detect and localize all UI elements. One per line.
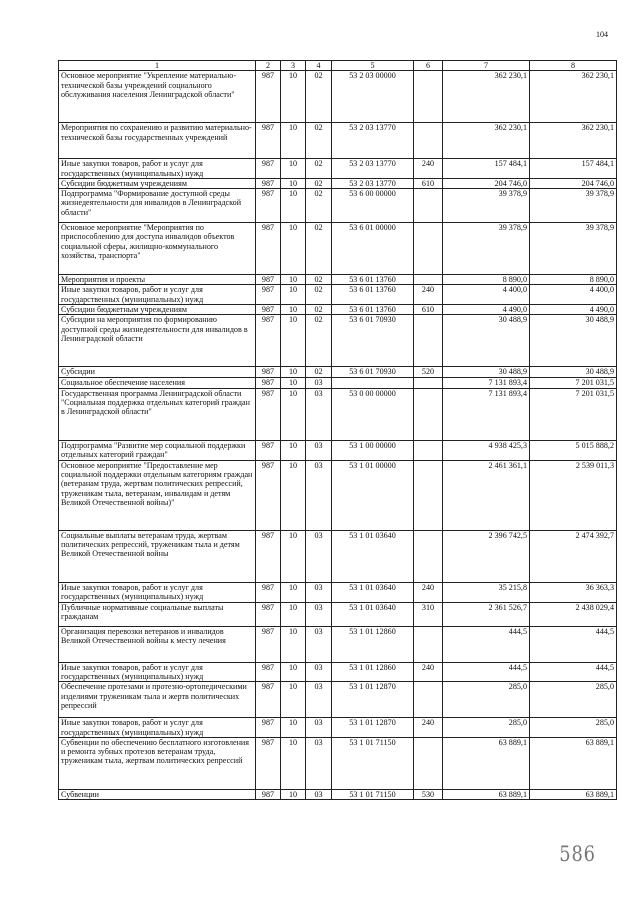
cell-rz: 10 — [281, 275, 306, 285]
cell-vr — [414, 388, 443, 440]
cell-rz: 10 — [281, 682, 306, 718]
cell-sum1: 39 378,9 — [443, 189, 530, 223]
cell-vr — [414, 626, 443, 662]
cell-sum1: 444,5 — [443, 662, 530, 682]
column-header-8: 8 — [530, 61, 617, 71]
cell-sum2: 4 400,0 — [530, 285, 617, 305]
cell-vr: 240 — [414, 718, 443, 738]
cell-pr: 02 — [306, 315, 332, 367]
table-row — [59, 388, 617, 440]
cell-sum2: 5 015 888,2 — [530, 440, 617, 460]
table-row — [59, 737, 617, 789]
cell-vr — [414, 315, 443, 367]
cell-sum1: 285,0 — [443, 718, 530, 738]
header-row — [59, 61, 617, 71]
cell-pr: 03 — [306, 460, 332, 530]
cell-csr: 53 1 01 12870 — [332, 682, 414, 718]
cell-pr: 03 — [306, 388, 332, 440]
table-row — [59, 305, 617, 315]
page-stamp: 586 — [559, 842, 596, 866]
cell-sum2: 285,0 — [530, 682, 617, 718]
cell-sum1: 30 488,9 — [443, 315, 530, 367]
cell-rz: 10 — [281, 460, 306, 530]
cell-sum2: 8 890,0 — [530, 275, 617, 285]
cell-vr — [414, 460, 443, 530]
cell-ved: 987 — [256, 178, 281, 188]
cell-sum2: 39 378,9 — [530, 189, 617, 223]
cell-pr: 02 — [306, 159, 332, 179]
cell-vr: 610 — [414, 305, 443, 315]
cell-rz: 10 — [281, 388, 306, 440]
cell-pr: 02 — [306, 189, 332, 223]
cell-csr: 53 0 00 00000 — [332, 388, 414, 440]
cell-rz: 10 — [281, 285, 306, 305]
cell-ved: 987 — [256, 602, 281, 626]
cell-pr: 03 — [306, 662, 332, 682]
table-row — [59, 662, 617, 682]
cell-csr: 53 6 01 00000 — [332, 223, 414, 275]
cell-name: Государственная программа Ленинградской области "Социальная поддержка отдельных категорий граждан в Ленинградской области" — [59, 388, 256, 440]
budget-table — [58, 60, 617, 800]
cell-pr: 03 — [306, 530, 332, 582]
cell-ved: 987 — [256, 305, 281, 315]
cell-ved: 987 — [256, 460, 281, 530]
cell-ved: 987 — [256, 388, 281, 440]
cell-sum2: 362 230,1 — [530, 123, 617, 159]
table-row — [59, 189, 617, 223]
cell-name: Иные закупки товаров, работ и услуг для государственных (муниципальных) нужд — [59, 285, 256, 305]
cell-vr: 310 — [414, 602, 443, 626]
table-row — [59, 582, 617, 602]
cell-csr: 53 1 01 00000 — [332, 460, 414, 530]
cell-rz: 10 — [281, 159, 306, 179]
cell-name: Субсидии на мероприятия по формированию доступной среды жизнедеятельности для инвалидов в Ленинградской области — [59, 315, 256, 367]
cell-pr: 02 — [306, 223, 332, 275]
cell-sum1: 63 889,1 — [443, 789, 530, 799]
cell-sum2: 7 201 031,5 — [530, 378, 617, 388]
table-row — [59, 285, 617, 305]
cell-sum2: 285,0 — [530, 718, 617, 738]
table-body — [59, 71, 617, 800]
cell-ved: 987 — [256, 378, 281, 388]
cell-vr: 240 — [414, 662, 443, 682]
cell-ved: 987 — [256, 662, 281, 682]
table-row — [59, 530, 617, 582]
cell-vr — [414, 189, 443, 223]
table-row — [59, 223, 617, 275]
cell-name: Основное мероприятие "Укрепление материально- технической базы учреждений социального обслуживания населения Ленинградской области" — [59, 71, 256, 123]
cell-sum2: 7 201 031,5 — [530, 388, 617, 440]
cell-vr — [414, 223, 443, 275]
table-row — [59, 626, 617, 662]
cell-sum2: 444,5 — [530, 626, 617, 662]
cell-csr — [332, 378, 414, 388]
cell-name: Иные закупки товаров, работ и услуг для государственных (муниципальных) нужд — [59, 662, 256, 682]
cell-vr — [414, 682, 443, 718]
cell-sum1: 362 230,1 — [443, 71, 530, 123]
cell-rz: 10 — [281, 602, 306, 626]
cell-csr: 53 6 01 70930 — [332, 315, 414, 367]
table-row — [59, 367, 617, 378]
cell-name: Публичные нормативные социальные выплаты гражданам — [59, 602, 256, 626]
cell-ved: 987 — [256, 223, 281, 275]
cell-pr: 02 — [306, 305, 332, 315]
column-header-1: 1 — [59, 61, 256, 71]
cell-sum2: 2 539 011,3 — [530, 460, 617, 530]
cell-name: Мероприятия и проекты — [59, 275, 256, 285]
cell-name: Организация перевозки ветеранов и инвалидов Великой Отечественной войны к месту лечения — [59, 626, 256, 662]
cell-ved: 987 — [256, 530, 281, 582]
cell-sum1: 444,5 — [443, 626, 530, 662]
cell-name: Субсидии — [59, 367, 256, 378]
cell-sum1: 2 461 361,1 — [443, 460, 530, 530]
cell-csr: 53 1 01 03640 — [332, 530, 414, 582]
cell-csr: 53 1 01 03640 — [332, 602, 414, 626]
cell-ved: 987 — [256, 315, 281, 367]
cell-sum1: 4 938 425,3 — [443, 440, 530, 460]
cell-name: Социальные выплаты ветеранам труда, жертвам политических репрессий, труженикам тыла и детям Великой Отечественной войны — [59, 530, 256, 582]
cell-sum1: 7 131 893,4 — [443, 388, 530, 440]
cell-ved: 987 — [256, 285, 281, 305]
cell-rz: 10 — [281, 718, 306, 738]
cell-sum2: 63 889,1 — [530, 737, 617, 789]
column-header-6: 6 — [414, 61, 443, 71]
table-row — [59, 789, 617, 799]
cell-ved: 987 — [256, 682, 281, 718]
cell-vr — [414, 275, 443, 285]
cell-sum2: 362 230,1 — [530, 71, 617, 123]
cell-pr: 03 — [306, 582, 332, 602]
cell-sum2: 39 378,9 — [530, 223, 617, 275]
table-row — [59, 315, 617, 367]
cell-pr: 02 — [306, 71, 332, 123]
cell-vr — [414, 737, 443, 789]
cell-csr: 53 1 01 03640 — [332, 582, 414, 602]
cell-pr: 03 — [306, 378, 332, 388]
cell-rz: 10 — [281, 662, 306, 682]
cell-name: Субсидии бюджетным учреждениям — [59, 178, 256, 188]
cell-rz: 10 — [281, 367, 306, 378]
cell-ved: 987 — [256, 440, 281, 460]
cell-name: Подпрограмма "Развитие мер социальной поддержки отдельных категорий граждан" — [59, 440, 256, 460]
cell-sum1: 157 484,1 — [443, 159, 530, 179]
cell-name: Основное мероприятие "Предоставление мер социальной поддержки отдельным категориям граждан (ветеранам труда, жертвам политических репрессий, труженикам тыла, ветеранам, инвалидам и детям Великой Отечественной войны)" — [59, 460, 256, 530]
cell-name: Социальное обеспечение населения — [59, 378, 256, 388]
cell-csr: 53 1 01 12870 — [332, 718, 414, 738]
cell-pr: 02 — [306, 367, 332, 378]
cell-pr: 02 — [306, 123, 332, 159]
cell-name: Субвенции по обеспечению бесплатного изготовления и ремонта зубных протезов ветеранам труда, труженикам тыла, жертвам политических репрессий — [59, 737, 256, 789]
cell-sum2: 63 889,1 — [530, 789, 617, 799]
cell-sum2: 157 484,1 — [530, 159, 617, 179]
cell-rz: 10 — [281, 626, 306, 662]
table-header — [59, 61, 617, 71]
cell-csr: 53 1 01 12860 — [332, 626, 414, 662]
cell-vr: 240 — [414, 582, 443, 602]
cell-rz: 10 — [281, 315, 306, 367]
cell-sum1: 4 490,0 — [443, 305, 530, 315]
cell-vr: 240 — [414, 285, 443, 305]
cell-ved: 987 — [256, 582, 281, 602]
cell-name: Мероприятия по сохранению и развитию материально-технической базы государственных учреждений — [59, 123, 256, 159]
cell-sum2: 30 488,9 — [530, 315, 617, 367]
cell-name: Обеспечение протезами и протезно-ортопедическими изделиями труженикам тыла и жертв политических репрессий — [59, 682, 256, 718]
cell-csr: 53 2 03 00000 — [332, 71, 414, 123]
cell-sum2: 30 488,9 — [530, 367, 617, 378]
cell-vr — [414, 440, 443, 460]
cell-name: Подпрограмма "Формирование доступной среды жизнедеятельности для инвалидов в Ленинградской области" — [59, 189, 256, 223]
cell-rz: 10 — [281, 530, 306, 582]
cell-sum1: 4 400,0 — [443, 285, 530, 305]
cell-csr: 53 2 03 13770 — [332, 159, 414, 179]
cell-csr: 53 6 01 13760 — [332, 275, 414, 285]
table-row — [59, 682, 617, 718]
cell-pr: 03 — [306, 602, 332, 626]
cell-csr: 53 6 01 13760 — [332, 285, 414, 305]
table-row — [59, 71, 617, 123]
cell-pr: 03 — [306, 718, 332, 738]
table-row — [59, 123, 617, 159]
cell-name: Субвенции — [59, 789, 256, 799]
cell-rz: 10 — [281, 789, 306, 799]
cell-pr: 03 — [306, 440, 332, 460]
table-row — [59, 378, 617, 388]
cell-pr: 02 — [306, 178, 332, 188]
cell-sum2: 36 363,3 — [530, 582, 617, 602]
cell-name: Иные закупки товаров, работ и услуг для государственных (муниципальных) нужд — [59, 718, 256, 738]
cell-ved: 987 — [256, 789, 281, 799]
table-row — [59, 275, 617, 285]
column-header-2: 2 — [256, 61, 281, 71]
cell-ved: 987 — [256, 71, 281, 123]
cell-csr: 53 1 01 71150 — [332, 789, 414, 799]
cell-csr: 53 1 00 00000 — [332, 440, 414, 460]
cell-ved: 987 — [256, 159, 281, 179]
cell-ved: 987 — [256, 275, 281, 285]
cell-rz: 10 — [281, 582, 306, 602]
cell-ved: 987 — [256, 189, 281, 223]
cell-ved: 987 — [256, 367, 281, 378]
cell-sum2: 204 746,0 — [530, 178, 617, 188]
cell-csr: 53 2 03 13770 — [332, 123, 414, 159]
cell-csr: 53 2 03 13770 — [332, 178, 414, 188]
cell-rz: 10 — [281, 737, 306, 789]
cell-sum1: 35 215,8 — [443, 582, 530, 602]
column-header-5: 5 — [332, 61, 414, 71]
cell-pr: 03 — [306, 626, 332, 662]
cell-csr: 53 1 01 12860 — [332, 662, 414, 682]
cell-sum1: 39 378,9 — [443, 223, 530, 275]
cell-pr: 02 — [306, 275, 332, 285]
cell-sum1: 8 890,0 — [443, 275, 530, 285]
table-row — [59, 602, 617, 626]
cell-vr — [414, 530, 443, 582]
cell-ved: 987 — [256, 718, 281, 738]
page-number: 104 — [596, 30, 608, 39]
cell-sum1: 2 361 526,7 — [443, 602, 530, 626]
cell-rz: 10 — [281, 223, 306, 275]
cell-vr: 610 — [414, 178, 443, 188]
cell-rz: 10 — [281, 178, 306, 188]
cell-csr: 53 6 01 13760 — [332, 305, 414, 315]
cell-sum1: 285,0 — [443, 682, 530, 718]
cell-csr: 53 6 01 70930 — [332, 367, 414, 378]
column-header-7: 7 — [443, 61, 530, 71]
cell-ved: 987 — [256, 737, 281, 789]
cell-sum1: 30 488,9 — [443, 367, 530, 378]
cell-rz: 10 — [281, 71, 306, 123]
cell-sum2: 2 438 029,4 — [530, 602, 617, 626]
cell-vr: 520 — [414, 367, 443, 378]
cell-name: Иные закупки товаров, работ и услуг для государственных (муниципальных) нужд — [59, 159, 256, 179]
table-row — [59, 460, 617, 530]
cell-pr: 02 — [306, 285, 332, 305]
cell-ved: 987 — [256, 626, 281, 662]
cell-vr — [414, 378, 443, 388]
cell-name: Субсидии бюджетным учреждениям — [59, 305, 256, 315]
cell-sum1: 362 230,1 — [443, 123, 530, 159]
column-header-3: 3 — [281, 61, 306, 71]
cell-vr — [414, 71, 443, 123]
cell-rz: 10 — [281, 305, 306, 315]
cell-vr: 530 — [414, 789, 443, 799]
cell-name: Основное мероприятие "Мероприятия по приспособлению для доступа инвалидов объектов социальной сферы, жилищно-коммунального хозяйства, транспорта" — [59, 223, 256, 275]
cell-rz: 10 — [281, 123, 306, 159]
cell-csr: 53 1 01 71150 — [332, 737, 414, 789]
table-row — [59, 440, 617, 460]
cell-pr: 03 — [306, 682, 332, 718]
table-row — [59, 159, 617, 179]
cell-vr: 240 — [414, 159, 443, 179]
cell-name: Иные закупки товаров, работ и услуг для государственных (муниципальных) нужд — [59, 582, 256, 602]
cell-sum1: 204 746,0 — [443, 178, 530, 188]
cell-pr: 03 — [306, 789, 332, 799]
cell-rz: 10 — [281, 189, 306, 223]
cell-sum1: 63 889,1 — [443, 737, 530, 789]
cell-sum1: 7 131 893,4 — [443, 378, 530, 388]
cell-rz: 10 — [281, 378, 306, 388]
table-row — [59, 178, 617, 188]
cell-sum2: 4 490,0 — [530, 305, 617, 315]
cell-vr — [414, 123, 443, 159]
cell-rz: 10 — [281, 440, 306, 460]
cell-pr: 03 — [306, 737, 332, 789]
table-row — [59, 718, 617, 738]
column-header-4: 4 — [306, 61, 332, 71]
cell-csr: 53 6 00 00000 — [332, 189, 414, 223]
cell-sum2: 444,5 — [530, 662, 617, 682]
cell-ved: 987 — [256, 123, 281, 159]
cell-sum1: 2 396 742,5 — [443, 530, 530, 582]
cell-sum2: 2 474 392,7 — [530, 530, 617, 582]
